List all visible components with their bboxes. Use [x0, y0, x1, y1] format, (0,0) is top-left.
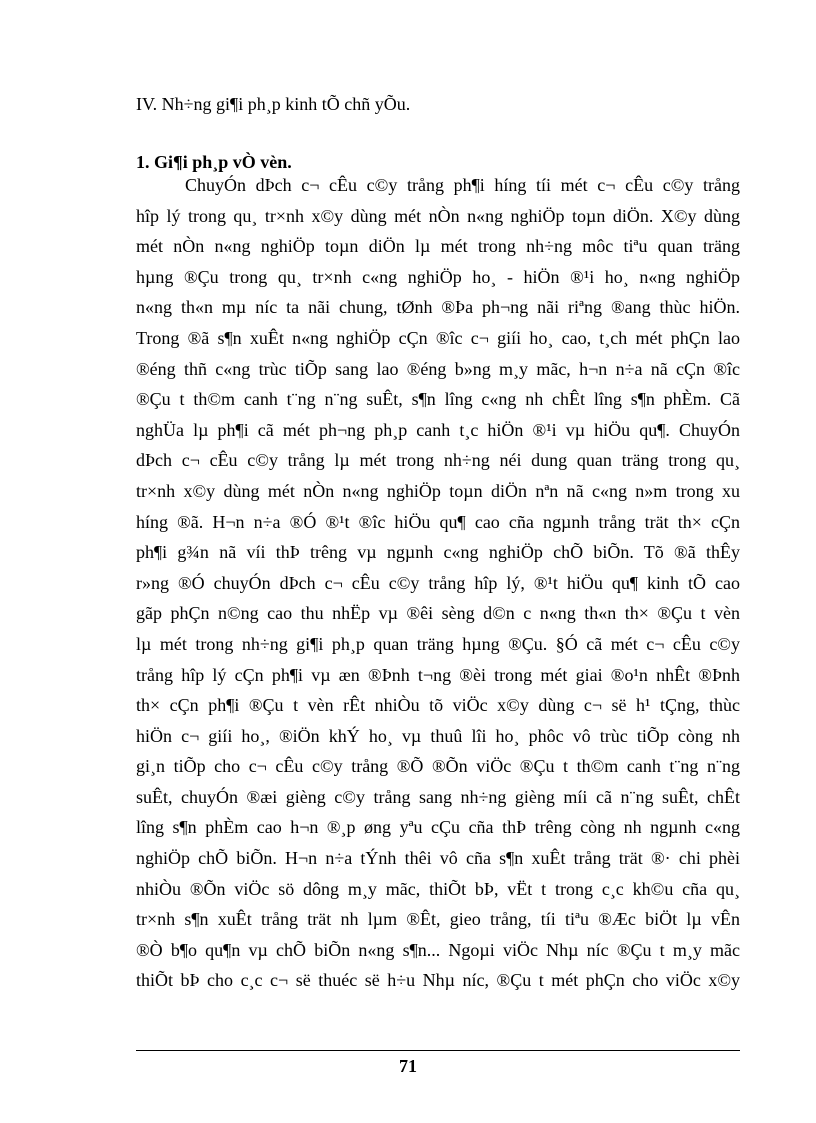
paragraph-line: gãp phÇn n©ng cao thu nhËp vµ ®êi sèng d©n c n«ng th«n th× ®Çu t vèn: [136, 603, 740, 624]
paragraph-line: hîp lý trong qu¸ tr×nh x©y dùng mét nÒn n«ng nghiÖp toµn diÖn. X©y dùng: [136, 205, 740, 226]
paragraph-line: th× cÇn ph¶i ®Çu t vèn rÊt nhiÒu tõ viÖc x©y dùng c¬ së h¹ tÇng, thùc: [136, 695, 740, 716]
paragraph-line: lµ mét trong nh÷ng gi¶i ph¸p quan träng hµng ®Çu. §Ó cã mét c¬ cÊu c©y: [136, 633, 740, 654]
paragraph-line: ®éng thñ c«ng trùc tiÕp sang lao ®éng b»ng m¸y mãc, h¬n n÷a nã cÇn ®îc: [136, 358, 740, 379]
paragraph-line: nhiÒu ®Õn viÖc sö dông m¸y mãc, thiÕt bÞ, vËt t trong c¸c kh©u cña qu¸: [136, 878, 740, 899]
body-paragraph: [136, 170, 740, 996]
paragraph-line: r»ng ®Ó chuyÓn dÞch c¬ cÊu c©y trång hîp lý, ®¹t hiÖu qu¶ kinh tÕ cao: [136, 572, 740, 593]
paragraph-line: ®Çu t th©m canh t¨ng n¨ng suÊt, s¶n lîng c«ng nh chÊt lîng s¶n phÈm. Cã: [136, 389, 740, 410]
paragraph-line: trång hîp lý cÇn ph¶i vµ æn ®Þnh t¬ng ®èi trong mét giai ®o¹n nhÊt ®Þnh: [136, 664, 740, 685]
paragraph-line: hiÖn c¬ giíi ho¸, ®iÖn khÝ ho¸ vµ thuû lîi ho¸ phôc vô trùc tiÕp còng nh: [136, 725, 740, 746]
section-heading: IV. Nh÷ng gi¶i ph¸p kinh tÕ chñ yÕu.: [136, 94, 411, 114]
paragraph-line: ph¶i g¾n nã víi thÞ trêng vµ ngµnh c«ng nghiÖp chÕ biÕn. Tõ ®ã thÊy: [136, 542, 740, 563]
paragraph-line: tr×nh s¶n xuÊt trång trät nh lµm ®Êt, gieo trång, tíi tiªu ®Æc biÖt lµ vÊn: [136, 909, 740, 930]
paragraph-line: dÞch c¬ cÊu c©y trång lµ mét trong nh÷ng néi dung quan träng trong qu¸: [136, 450, 740, 471]
paragraph-line: gi¸n tiÕp cho c¬ cÊu c©y trång ®Õ ®Õn viÖc ®Çu t th©m canh t¨ng n¨ng: [136, 756, 740, 777]
paragraph-line: nghiÖp chÕ biÕn. H¬n n÷a tÝnh thêi vô cña s¶n xuÊt trång trät ®· chi phèi: [136, 848, 740, 869]
paragraph-line: lîng s¶n phÈm cao h¬n ®¸p øng yªu cÇu cña thÞ trêng còng nh ngµnh c«ng: [136, 817, 740, 838]
paragraph-line: híng ®ã. H¬n n÷a ®Ó ®¹t ®îc hiÖu qu¶ cao cña ngµnh trång trät th× cÇn: [136, 511, 740, 532]
paragraph-line: tr×nh x©y dùng mét nÒn n«ng nghiÖp toµn diÖn nªn nã c«ng n»m trong xu: [136, 480, 740, 501]
paragraph-line: ®Ò b¶o qu¶n vµ chÕ biÕn n«ng s¶n... Ngoµi viÖc Nhµ níc ®Çu t m¸y mãc: [136, 939, 740, 960]
paragraph-line: suÊt, chuyÓn ®æi gièng c©y trång sang nh÷ng gièng míi cã n¨ng suÊt, chÊt: [136, 786, 740, 807]
paragraph-line: nghÜa lµ ph¶i cã mét ph¬ng ph¸p canh t¸c hiÖn ®¹i vµ hiÖu qu¶. ChuyÓn: [136, 419, 740, 440]
paragraph-line: thiÕt bÞ cho c¸c c¬ së thuéc së h÷u Nhµ níc, ®Çu t mét phÇn cho viÖc x©y: [136, 970, 740, 991]
paragraph-line: Trong ®ã s¶n xuÊt n«ng nghiÖp cÇn ®îc c¬ giíi ho¸ cao, t¸ch mét phÇn lao: [136, 327, 740, 348]
footer-divider: [136, 1050, 740, 1051]
paragraph-line: ChuyÓn dÞch c¬ cÊu c©y trång ph¶i híng tíi mét c¬ cÊu c©y trång: [185, 175, 740, 195]
paragraph-line: n«ng th«n mµ níc ta nãi chung, tØnh ®Þa ph¬ng nãi riªng ®ang thùc hiÖn.: [136, 297, 740, 318]
page-number: 71: [399, 1056, 417, 1076]
paragraph-line: mét nÒn n«ng nghiÖp toµn diÖn lµ mét trong nh÷ng môc tiªu quan träng: [136, 236, 740, 257]
subsection-heading: 1. Gi¶i ph¸p vÒ vèn.: [136, 152, 292, 172]
paragraph-line: hµng ®Çu trong qu¸ tr×nh c«ng nghiÖp ho¸ - hiÖn ®¹i ho¸ n«ng nghiÖp: [136, 266, 740, 287]
